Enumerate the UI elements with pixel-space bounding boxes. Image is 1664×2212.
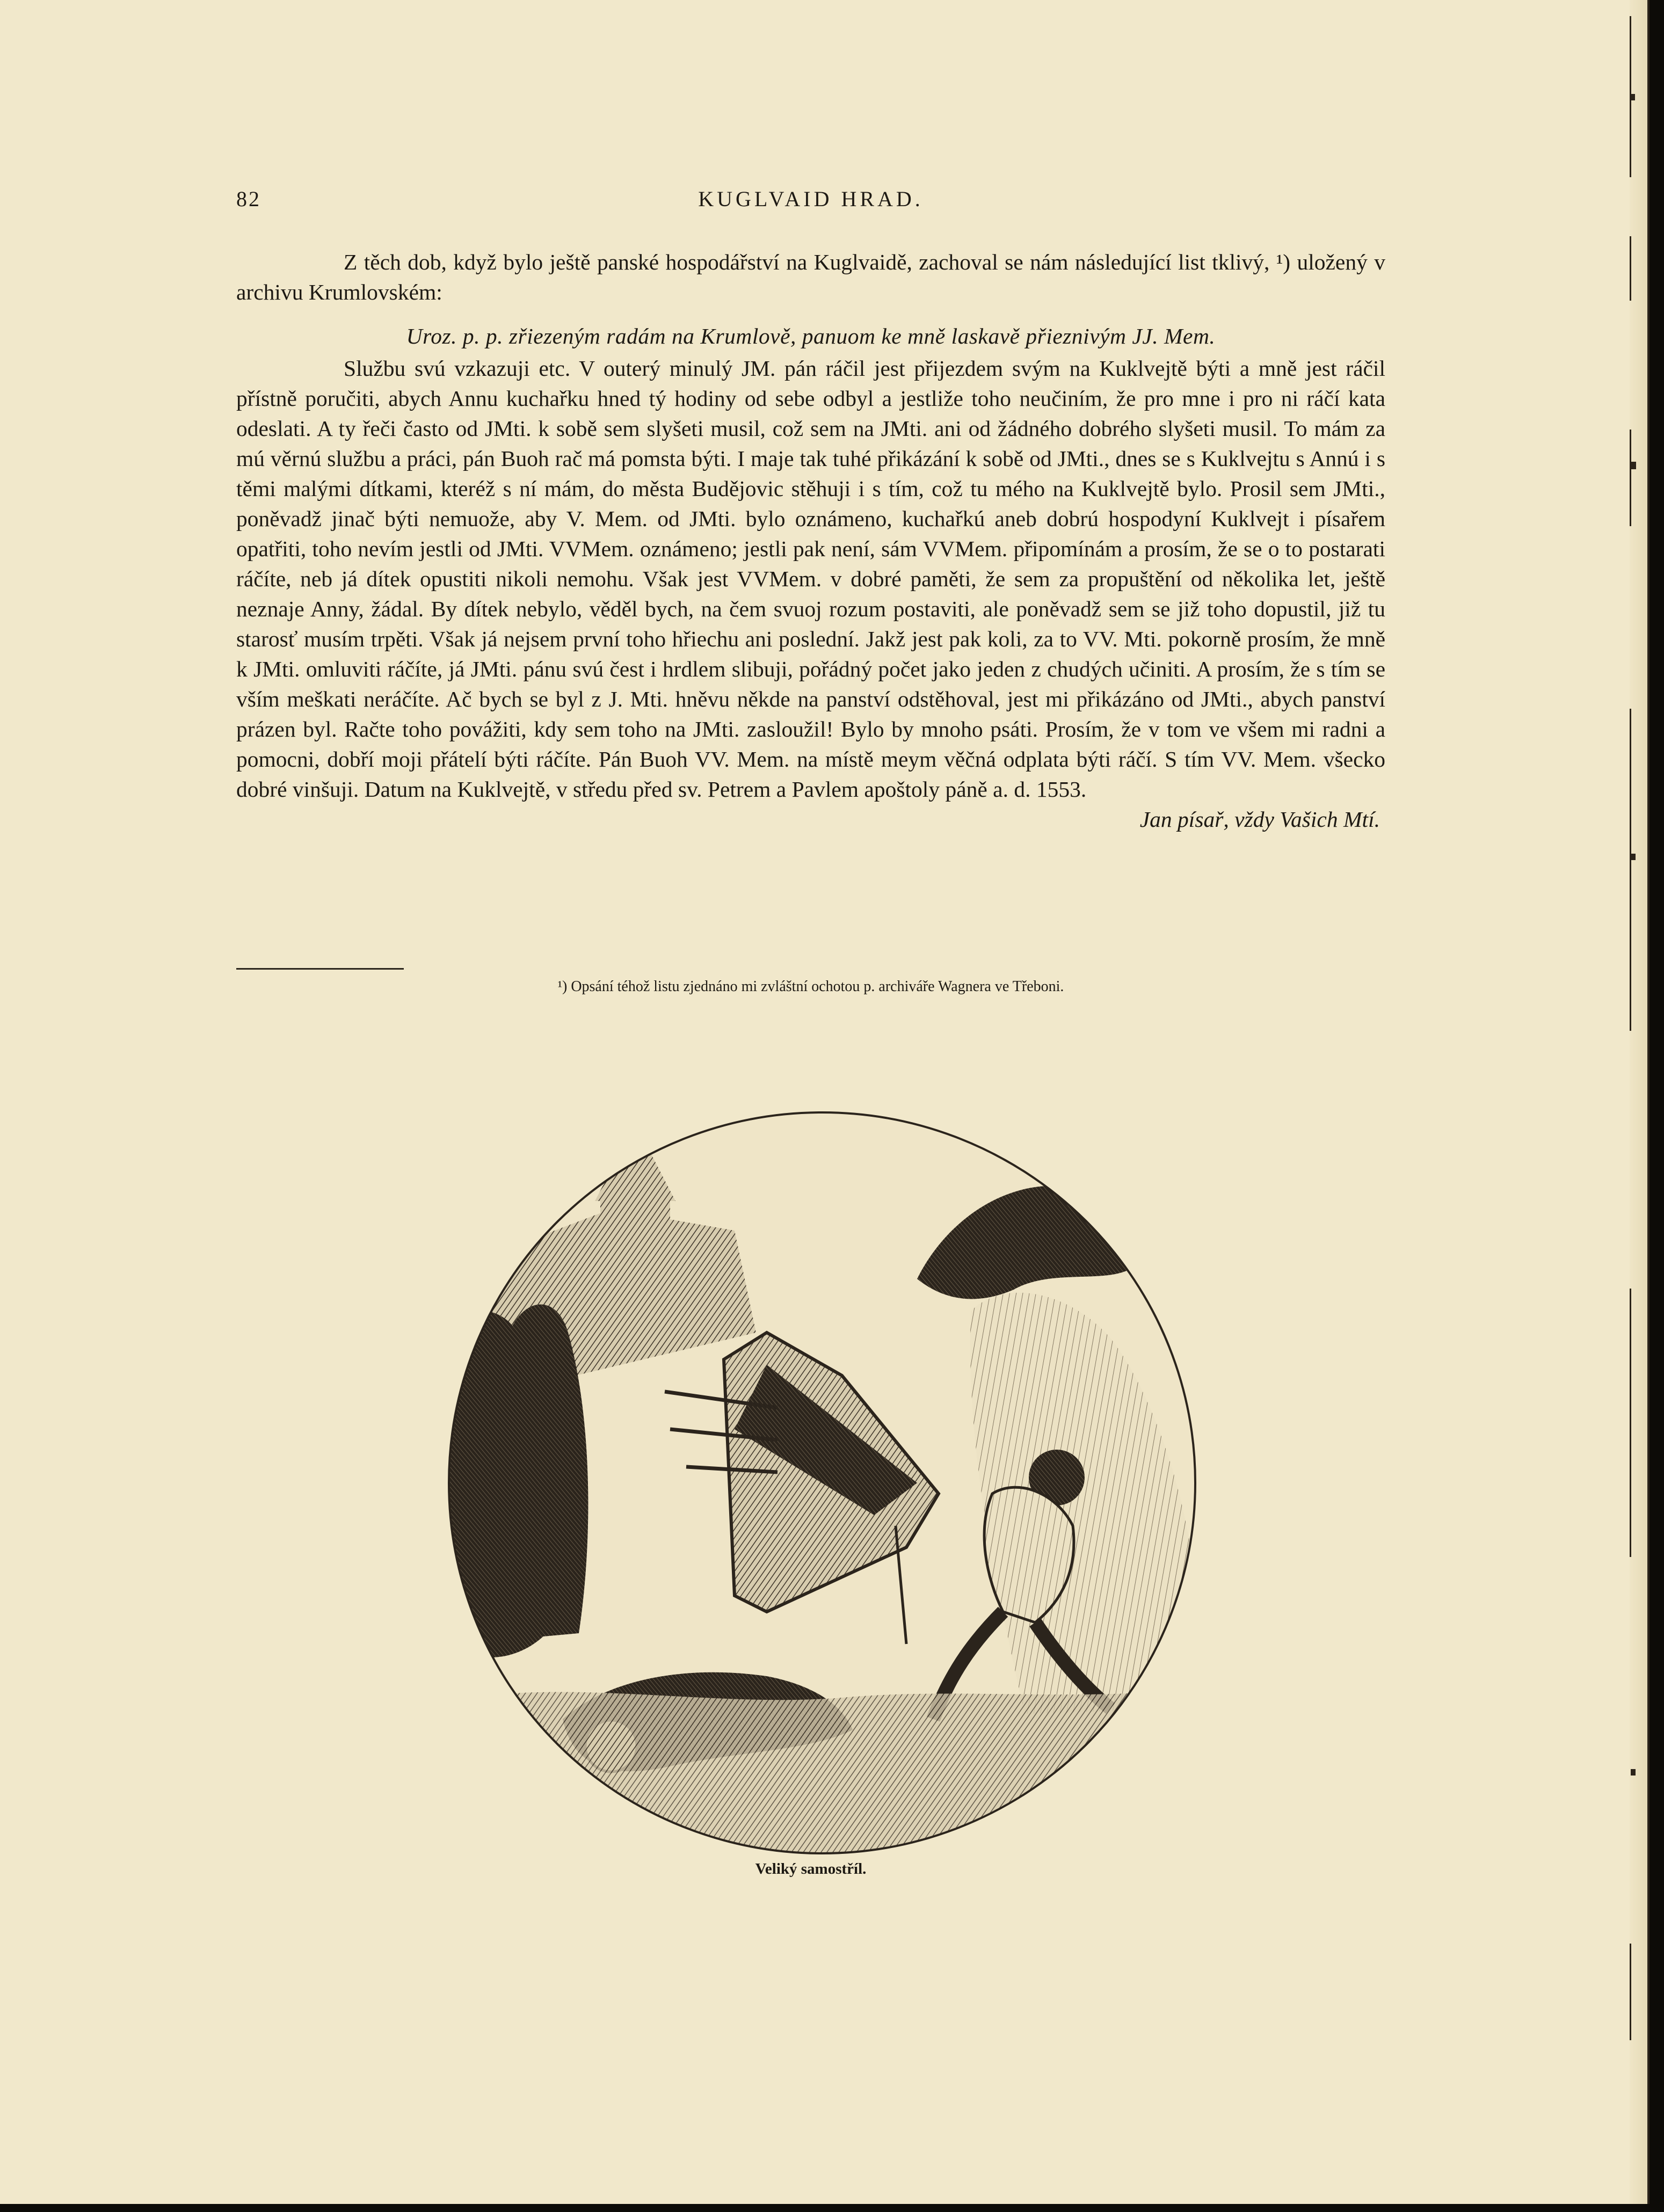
- page-edge: [1630, 0, 1647, 2204]
- footnote-rule: [236, 968, 404, 970]
- page-number: 82: [236, 187, 261, 211]
- castle-tower: [600, 1198, 670, 1338]
- edge-mark: [1630, 236, 1631, 301]
- edge-mark: [1630, 1944, 1631, 2040]
- edge-mark: [1631, 1769, 1636, 1776]
- intro-paragraph: Z těch dob, když bylo ještě panské hospodářství na Kuglvaidě, zachoval se nám následující list tklivý, ¹) uložený v archivu Krumlovském:: [236, 250, 1385, 304]
- edge-mark: [1631, 854, 1636, 860]
- letter-paragraph: Službu svú vzkazuji etc. V outerý minulý JM. pán ráčil jest přijezdem svým na Kuklvejtě býti a mně jest ráčil přístně poručiti, abych Annu kuchařku hned tý hodiny od sebe odbyl a jestliže toho neučiním, že pro mne i pro ni ráčí kata odeslati. A ty řeči často od JMti. k sobě sem slyšeti musil, což sem na JMti. ani od žádného dobrého slyšeti musil. To mám za mú věrnú službu a práci, pán Buoh rač má pomsta býti. I maje tak tuhé přikázání k sobě od JMti., dnes se s Kuklvejtu s Annú i s těmi malými dítkami, kteréž s ní mám, do města Budějovic stěhuji i s tím, což tu mého na Kuklvejtě bylo. Prosil sem JMti., poněvadž jinač býti nemuože, aby V. Mem. od JMti. bylo oznámeno, kuchařkú aneb dobrú hospodyní Kuklvejt i písařem opatřiti, toho nevím jestli od JMti. VVMem. oznámeno; jestli pak není, sám VVMem. připomínám a prosím, že se o to postarati ráčíte, neb já dítek opustiti nikoli nemohu. Však jest VVMem. v dobré paměti, že sem za propuštění od několika let, ještě neznaje Anny, žádal. By dítek nebylo, věděl bych, na čem svuoj rozum postaviti, ale poněvadž sem se již toho dopustil, již tu starosť musím trpěti. Však já nejsem první toho hřiechu ani poslední. Jakž jest pak koli, za to VV. Mti. pokorně prosím, že mně k JMti. omluviti ráčíte, já JMti. pánu svú čest i hrdlem slibuji, pořádný počet jako jeden z chudých učiniti. A prosím, že s tím se vším meškati neráčíte. Ač bych se byl z J. Mti. hněvu někde na panství odstěhoval, jest mi přikázáno od JMti., abych panství prázen byl. Račte toho povážiti, kdy sem toho na JMti. zasloužil! Bylo by mnoho psáti. Prosím, že v tom ve všem mi radni a pomocni, dobří moji přátelí býti ráčíte. Pán Buoh VV. Mem. na místě meym věčná odplata býti ráčí. S tím VV. Mem. všecko dobré vinšuji. Datum na Kuklvejtě, v středu před sv. Petrem a Pavlem apoštoly páně a. d. 1553.: [236, 356, 1385, 802]
- ground: [434, 1687, 1210, 1869]
- engraving-scene: [434, 1107, 1210, 1869]
- figure-caption: Veliký samostříl.: [755, 1860, 867, 1878]
- running-title: KUGLVAID HRAD.: [698, 187, 924, 211]
- letter-signature: Jan písař, vždy Vašich Mtí.: [1139, 807, 1380, 832]
- body-text: [236, 247, 1385, 834]
- edge-mark: [1631, 462, 1636, 469]
- edge-mark: [1630, 430, 1631, 526]
- page-header: [236, 186, 1385, 219]
- edge-mark: [1631, 94, 1635, 100]
- letter-address: Uroz. p. p. zřiezeným radám na Krumlově, panuom ke mně laskavě přieznivým JJ. Mem.: [406, 324, 1216, 348]
- engraving-illustration: [434, 1107, 1210, 1869]
- footnote: ¹) Opsání téhož listu zjednáno mi zvláštní ochotou p. archiváře Wagnera ve Třeboni.: [557, 978, 1064, 995]
- edge-mark: [1630, 709, 1631, 1031]
- edge-mark: [1630, 1289, 1631, 1557]
